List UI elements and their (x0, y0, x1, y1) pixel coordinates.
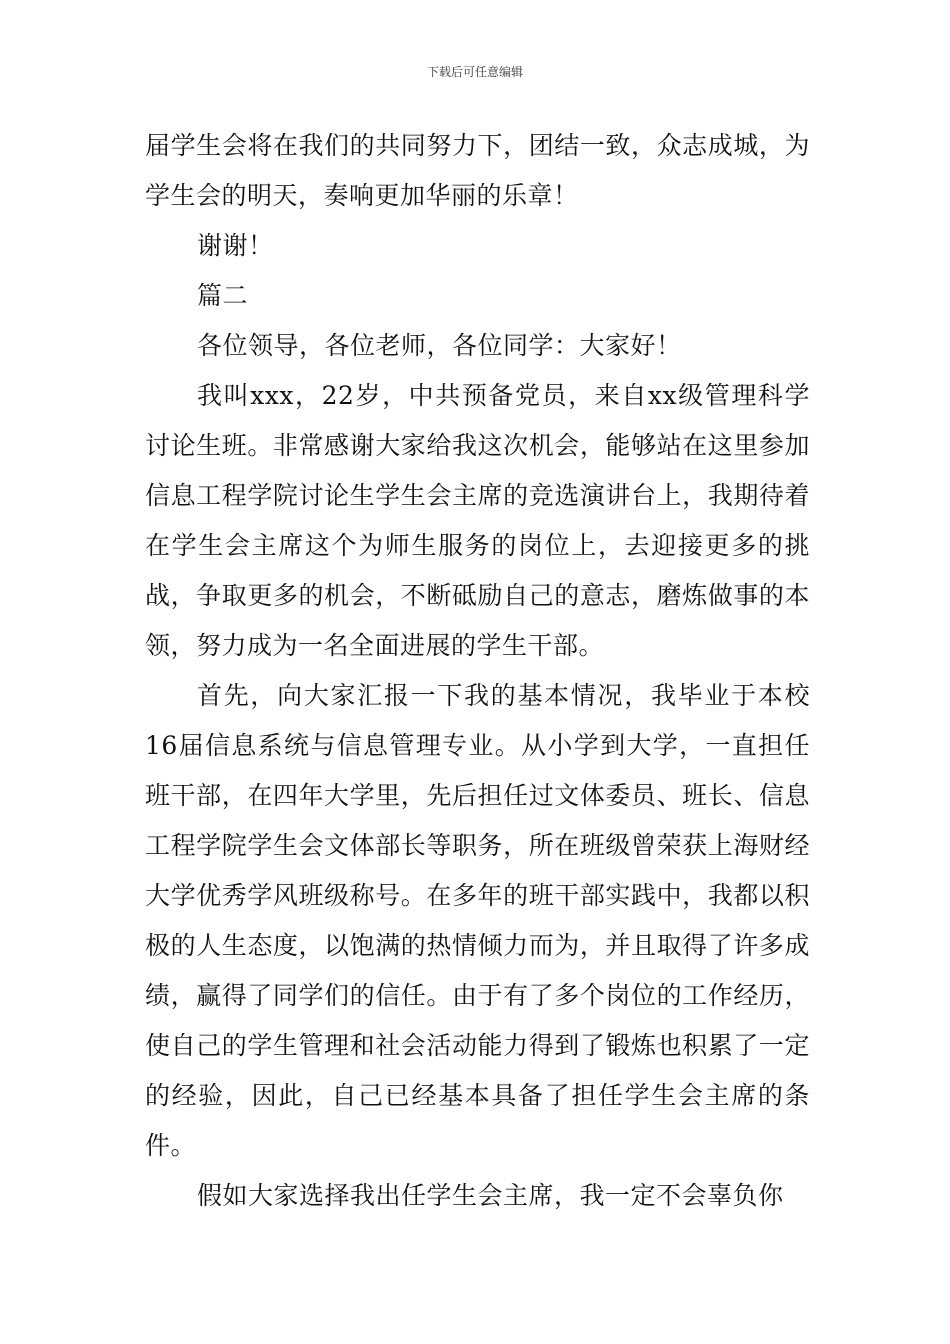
document-body (145, 121, 810, 1221)
paragraph-thanks: 谢谢！ (197, 231, 274, 260)
page-header: 下载后可任意编辑 (426, 65, 523, 79)
paragraph-background: 首先，向大家汇报一下我的基本情况，我毕业于本校16届信息系统与信息管理专业。从小学到大学，一直担任班干部，在四年大学里，先后担任过文体委员、班长、信息工程学院学生会文体部长等职务，所在班级曾荣获上海财经大学优秀学风班级称号。在多年的班干部实践中，我都以积极的人生态度，以饱满的热情倾力而为，并且取得了许多成绩，赢得了同学们的信任。由于有了多个岗位的工作经历，使自己的学生管理和社会活动能力得到了锻炼也积累了一定的经验，因此，自己已经基本具备了担任学生会主席的条件。 (145, 681, 810, 1160)
paragraph-closing: 届学生会将在我们的共同努力下，团结一致，众志成城，为学生会的明天，奏响更加华丽的乐章！ (145, 131, 810, 210)
paragraph-introduction: 我叫xxx，22岁，中共预备党员，来自xx级管理科学讨论生班。非常感谢大家给我这次机会，能够站在这里参加信息工程学院讨论生学生会主席的竞选演讲台上，我期待着在学生会主席这个为师生服务的岗位上，去迎接更多的挑战，争取更多的机会，不断砥励自己的意志，磨炼做事的本领，努力成为一名全面进展的学生干部。 (145, 381, 810, 660)
paragraph-greeting: 各位领导，各位老师，各位同学：大家好！ (197, 331, 682, 360)
section-heading: 篇二 (197, 281, 249, 310)
paragraph-pledge: 假如大家选择我出任学生会主席，我一定不会辜负你 (197, 1181, 784, 1210)
